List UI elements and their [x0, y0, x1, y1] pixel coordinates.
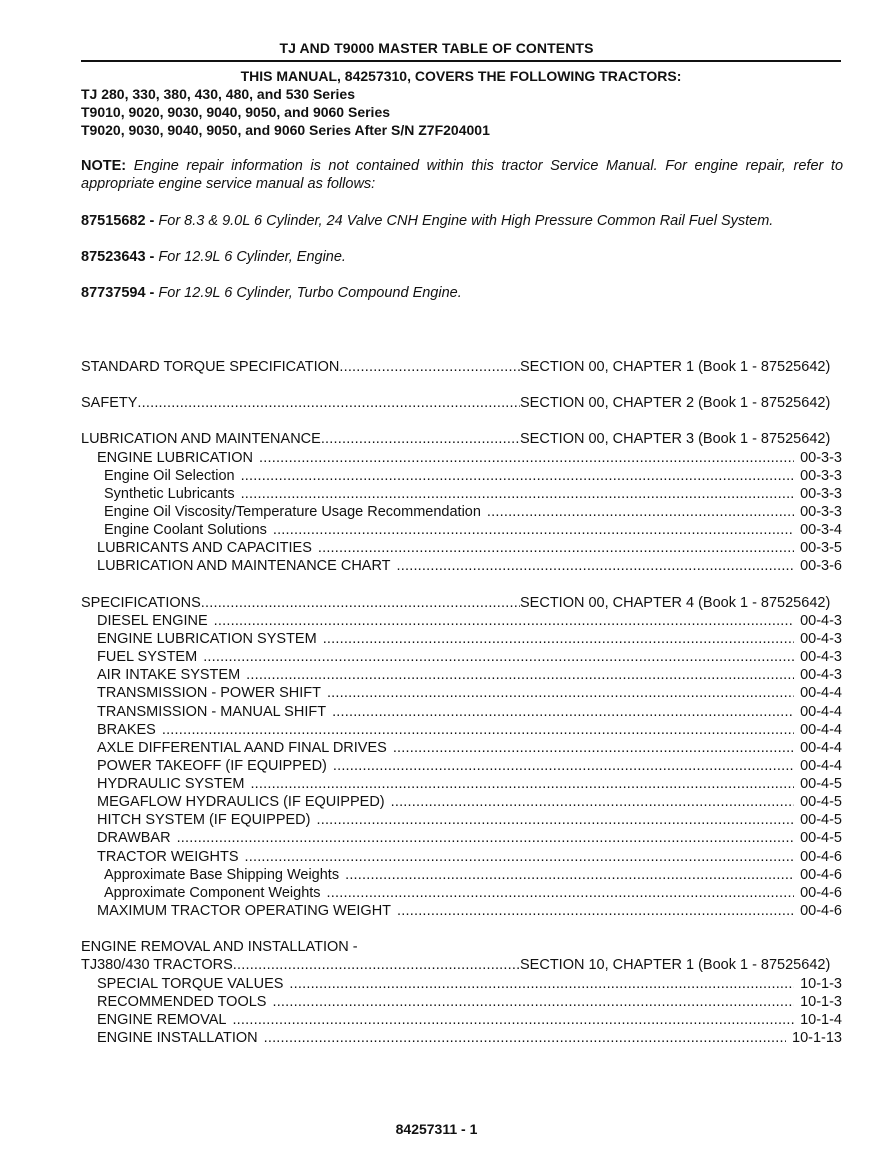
dot-leader: [397, 557, 795, 575]
toc-entry-page: 00-4-3: [800, 667, 842, 683]
engine-ref-text: For 12.9L 6 Cylinder, Engine.: [158, 249, 346, 265]
toc-chapter-title: LUBRICATION AND MAINTENANCE: [81, 431, 321, 447]
series-line: T9020, 9030, 9040, 9050, and 9060 Series After S/N Z7F204001: [81, 122, 490, 138]
engine-ref-number: 87523643 -: [81, 249, 155, 265]
toc-entry[interactable]: [104, 884, 842, 902]
toc-entry[interactable]: [97, 449, 842, 467]
toc-entry-label: Approximate Component Weights: [104, 885, 321, 901]
toc-chapter-title: SAFETY: [81, 395, 138, 411]
toc-entry[interactable]: [97, 993, 842, 1011]
engine-ref-text: For 8.3 & 9.0L 6 Cylinder, 24 Valve CNH Engine with High Pressure Common Rail Fuel System.: [158, 213, 774, 229]
toc-entry-page: 00-4-4: [800, 740, 842, 756]
toc-entry-label: TRACTOR WEIGHTS: [97, 849, 239, 865]
toc-chapter-ref: SECTION 00, CHAPTER 2 (Book 1 - 87525642): [520, 395, 831, 411]
page-number: 84257311 - 1: [395, 1121, 478, 1137]
dot-leader: [333, 757, 794, 775]
dot-leader: [137, 394, 520, 412]
dot-leader: [241, 467, 795, 485]
toc-entry-label: Engine Coolant Solutions: [104, 522, 267, 538]
toc-entry-label: TRANSMISSION - POWER SHIFT: [97, 685, 321, 701]
toc-chapter-specifications[interactable]: [81, 594, 520, 612]
toc-entry-page: 00-4-6: [800, 867, 842, 883]
toc-entry-label: HYDRAULIC SYSTEM: [97, 776, 245, 792]
toc-entry[interactable]: [97, 1011, 842, 1029]
dot-leader: [246, 666, 794, 684]
toc-entry[interactable]: [97, 684, 842, 702]
dot-leader: [250, 775, 794, 793]
toc-entry-page: 00-4-5: [800, 776, 842, 792]
toc-entry-page: 00-4-3: [800, 649, 842, 665]
toc-entry[interactable]: [97, 775, 842, 793]
toc-entry-label: BRAKES: [97, 722, 156, 738]
engine-ref-number: 87737594 -: [81, 285, 155, 301]
toc-chapter-ref: SECTION 10, CHAPTER 1 (Book 1 - 87525642): [520, 957, 831, 973]
cover-heading: THIS MANUAL, 84257310, COVERS THE FOLLOWING TRACTORS:: [240, 68, 682, 84]
dot-leader: [241, 485, 795, 503]
dot-leader: [332, 703, 794, 721]
toc-entry-label: SPECIAL TORQUE VALUES: [97, 976, 284, 992]
toc-chapter-safety[interactable]: [81, 394, 520, 412]
toc-entry-label: MEGAFLOW HYDRAULICS (IF EQUIPPED): [97, 794, 385, 810]
toc-entry[interactable]: [104, 503, 842, 521]
toc-entry[interactable]: [97, 811, 842, 829]
toc-entry-page: 00-4-6: [800, 903, 842, 919]
toc-entry-page: 00-3-3: [800, 504, 842, 520]
dot-leader: [393, 739, 794, 757]
toc-entry-page: 00-3-3: [800, 450, 842, 466]
engine-ref: [81, 249, 346, 265]
toc-entry[interactable]: [97, 630, 842, 648]
toc-entry[interactable]: [97, 793, 842, 811]
toc-entry-label: HITCH SYSTEM (IF EQUIPPED): [97, 812, 311, 828]
note-text: Engine repair information is not contained within this tractor Service Manual. For engine repair, refer to appropriate engine service manual as follows:: [81, 158, 844, 192]
toc-entry-label: MAXIMUM TRACTOR OPERATING WEIGHT: [97, 903, 392, 919]
toc-entry-label: ENGINE LUBRICATION SYSTEM: [97, 631, 317, 647]
toc-chapter-title: TJ380/430 TRACTORS: [81, 957, 233, 973]
toc-chapter-standard-torque[interactable]: [81, 358, 520, 376]
engine-ref-text: For 12.9L 6 Cylinder, Turbo Compound Engine.: [158, 285, 462, 301]
dot-leader: [317, 811, 795, 829]
toc-chapter-title-line1[interactable]: ENGINE REMOVAL AND INSTALLATION -: [81, 939, 358, 955]
toc-chapter-title: SPECIFICATIONS: [81, 595, 201, 611]
toc-entry-label: DIESEL ENGINE: [97, 613, 208, 629]
engine-ref-number: 87515682 -: [81, 213, 155, 229]
toc-entry-label: AXLE DIFFERENTIAL AAND FINAL DRIVES: [97, 740, 387, 756]
toc-entry-page: 10-1-13: [792, 1030, 842, 1046]
toc-entry-page: 10-1-4: [800, 1012, 842, 1028]
toc-chapter-engine-removal[interactable]: [81, 956, 520, 974]
toc-chapter-ref: SECTION 00, CHAPTER 4 (Book 1 - 87525642): [520, 595, 831, 611]
toc-chapter-ref: SECTION 00, CHAPTER 3 (Book 1 - 87525642): [520, 431, 831, 447]
toc-entry[interactable]: [97, 666, 842, 684]
toc-entry-label: ENGINE INSTALLATION: [97, 1030, 258, 1046]
toc-entry-page: 00-4-4: [800, 758, 842, 774]
toc-entry[interactable]: [104, 467, 842, 485]
toc-entry-page: 00-4-4: [800, 685, 842, 701]
toc-entry-page: 00-4-3: [800, 613, 842, 629]
dot-leader: [289, 975, 794, 993]
toc-entry[interactable]: [97, 557, 842, 575]
toc-entry-label: Engine Oil Viscosity/Temperature Usage Recommendation: [104, 504, 481, 520]
dot-leader: [273, 521, 794, 539]
dot-leader: [245, 848, 795, 866]
page-title: TJ AND T9000 MASTER TABLE OF CONTENTS: [279, 40, 594, 56]
toc-entry-label: LUBRICATION AND MAINTENANCE CHART: [97, 558, 391, 574]
toc-entry-label: ENGINE LUBRICATION: [97, 450, 254, 466]
toc-entry[interactable]: [97, 1029, 842, 1047]
dot-leader: [162, 721, 794, 739]
toc-entry[interactable]: [97, 612, 842, 630]
dot-leader: [214, 612, 794, 630]
dot-leader: [391, 793, 794, 811]
dot-leader: [201, 594, 520, 612]
series-line: TJ 280, 330, 380, 430, 480, and 530 Series: [81, 86, 355, 102]
dot-leader: [177, 829, 795, 847]
toc-entry-page: 10-1-3: [800, 976, 842, 992]
toc-entry[interactable]: [97, 757, 842, 775]
toc-entry-label: Engine Oil Selection: [104, 468, 235, 484]
dot-leader: [318, 539, 794, 557]
note-label: NOTE:: [81, 158, 127, 174]
toc-entry-page: 00-4-4: [800, 722, 842, 738]
toc-entry[interactable]: [97, 703, 842, 721]
toc-entry-page: 00-4-5: [800, 812, 842, 828]
toc-entry[interactable]: [104, 521, 842, 539]
toc-entry-page: 00-3-3: [800, 468, 842, 484]
toc-entry-page: 00-4-3: [800, 631, 842, 647]
toc-entry[interactable]: [97, 539, 842, 557]
toc-chapter-ref: SECTION 00, CHAPTER 1 (Book 1 - 87525642): [520, 359, 831, 375]
toc-entry-page: 00-4-6: [800, 849, 842, 865]
note-paragraph: [81, 157, 843, 193]
toc-entry-label: TRANSMISSION - MANUAL SHIFT: [97, 704, 327, 720]
toc-chapter-title: STANDARD TORQUE SPECIFICATION: [81, 359, 340, 375]
toc-entry-page: 00-4-5: [800, 794, 842, 810]
toc-entry-label: Synthetic Lubricants: [104, 486, 235, 502]
series-line: T9010, 9020, 9030, 9040, 9050, and 9060 Series: [81, 104, 391, 120]
toc-entry-page: 00-4-6: [800, 885, 842, 901]
toc-entry-label: AIR INTAKE SYSTEM: [97, 667, 241, 683]
toc-entry-page: 00-3-5: [800, 540, 842, 556]
toc-entry[interactable]: [97, 848, 842, 866]
dot-leader: [327, 684, 794, 702]
toc-entry[interactable]: [97, 902, 842, 920]
dot-leader: [233, 956, 520, 974]
engine-ref: [81, 285, 462, 301]
toc-entry-page: 00-4-4: [800, 704, 842, 720]
dot-leader: [232, 1011, 794, 1029]
toc-entry-page: 00-3-3: [800, 486, 842, 502]
toc-entry-label: Approximate Base Shipping Weights: [104, 867, 340, 883]
toc-entry[interactable]: [97, 739, 842, 757]
dot-leader: [339, 358, 520, 376]
toc-entry-label: DRAWBAR: [97, 830, 171, 846]
toc-entry-page: 10-1-3: [800, 994, 842, 1010]
dot-leader: [323, 630, 794, 648]
toc-entry-label: LUBRICANTS AND CAPACITIES: [97, 540, 312, 556]
toc-entry[interactable]: [97, 829, 842, 847]
toc-entry[interactable]: [97, 975, 842, 993]
toc-entry[interactable]: [97, 648, 842, 666]
dot-leader: [327, 884, 795, 902]
toc-entry[interactable]: [97, 721, 842, 739]
dot-leader: [321, 430, 520, 448]
toc-entry[interactable]: [104, 485, 842, 503]
dot-leader: [264, 1029, 786, 1047]
toc-entry-page: 00-3-6: [800, 558, 842, 574]
dot-leader: [345, 866, 794, 884]
toc-entry-page: 00-4-5: [800, 830, 842, 846]
dot-leader: [272, 993, 794, 1011]
dot-leader: [487, 503, 794, 521]
dot-leader: [203, 648, 794, 666]
engine-ref: [81, 213, 773, 229]
toc-entry-page: 00-3-4: [800, 522, 842, 538]
dot-leader: [259, 449, 794, 467]
toc-entry-label: POWER TAKEOFF (IF EQUIPPED): [97, 758, 327, 774]
toc-entry[interactable]: [104, 866, 842, 884]
toc-entry-label: FUEL SYSTEM: [97, 649, 198, 665]
title-rule: [81, 60, 841, 62]
dot-leader: [397, 902, 794, 920]
toc-entry-label: ENGINE REMOVAL: [97, 1012, 227, 1028]
toc-entry-label: RECOMMENDED TOOLS: [97, 994, 267, 1010]
toc-chapter-lubrication[interactable]: [81, 430, 520, 448]
